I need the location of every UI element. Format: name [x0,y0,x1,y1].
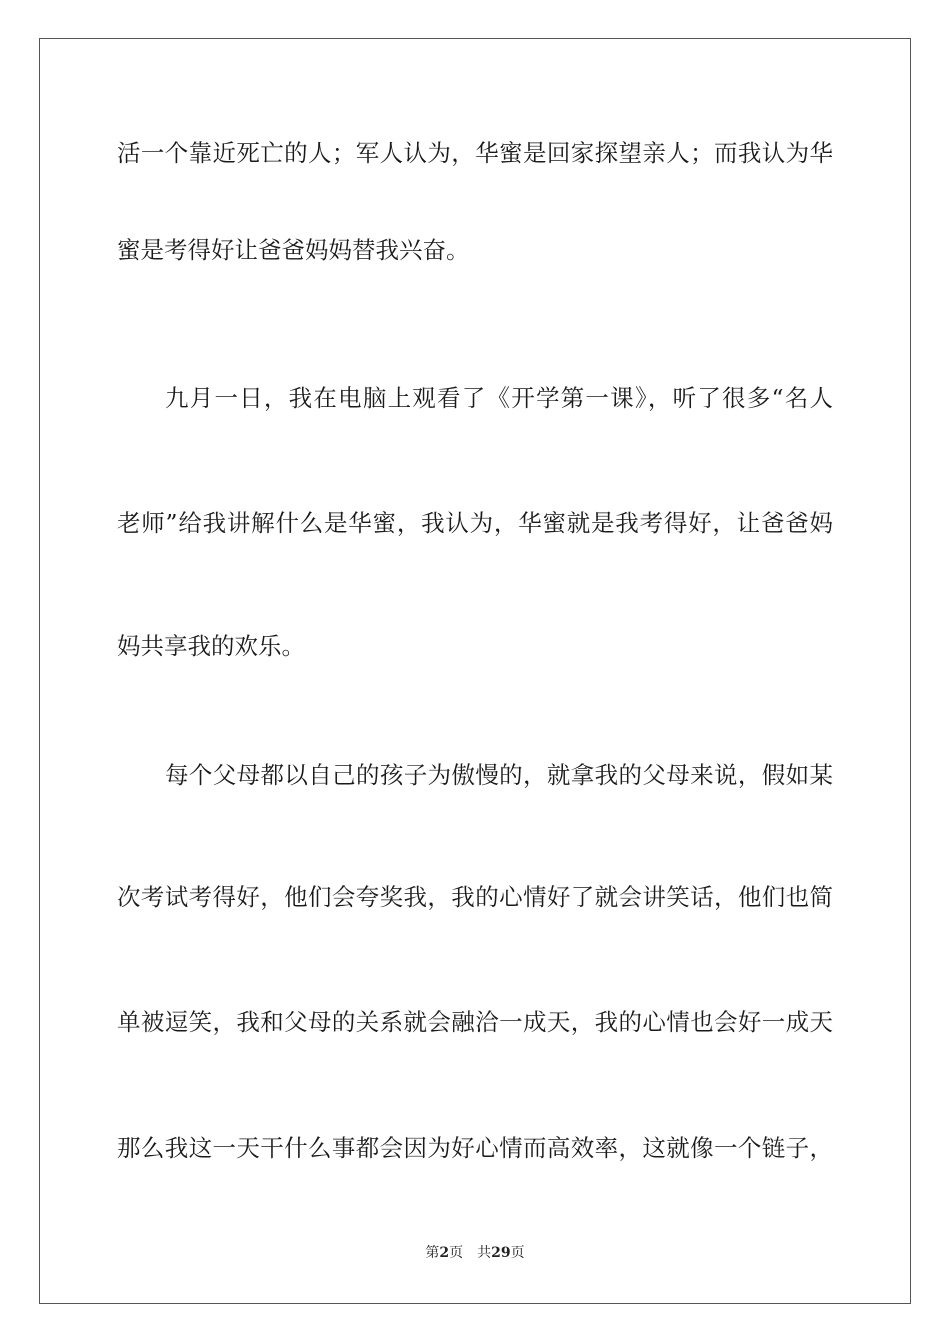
page-number: 2 [439,1245,450,1261]
body-line-9: 那么我这一天干什么事都会因为好心情而高效率，这就像一个链子， [117,1134,833,1162]
page-prefix: 第 [425,1245,440,1261]
total-pages: 29 [491,1245,511,1261]
body-line-6: 每个父母都以自己的孩子为傲慢的，就拿我的父母来说，假如某 [165,761,833,789]
body-line-1: 活一个靠近死亡的人；军人认为，华蜜是回家探望亲人；而我认为华 [117,139,833,167]
total-suffix: 页 [510,1245,525,1261]
body-line-3: 九月一日，我在电脑上观看了《开学第一课》，听了很多“名人 [165,384,833,412]
body-line-2: 蜜是考得好让爸爸妈妈替我兴奋。 [117,236,470,264]
page-footer [0,1243,950,1263]
total-prefix: 共 [477,1245,492,1261]
page-suffix: 页 [449,1245,464,1261]
page-border [39,38,911,1304]
body-line-5: 妈共享我的欢乐。 [117,632,305,660]
body-line-8: 单被逗笑，我和父母的关系就会融洽一成天，我的心情也会好一成天 [117,1008,833,1036]
body-line-7: 次考试考得好，他们会夸奖我，我的心情好了就会讲笑话，他们也简 [117,883,833,911]
body-line-4: 老师”给我讲解什么是华蜜，我认为，华蜜就是我考得好，让爸爸妈 [117,509,833,537]
